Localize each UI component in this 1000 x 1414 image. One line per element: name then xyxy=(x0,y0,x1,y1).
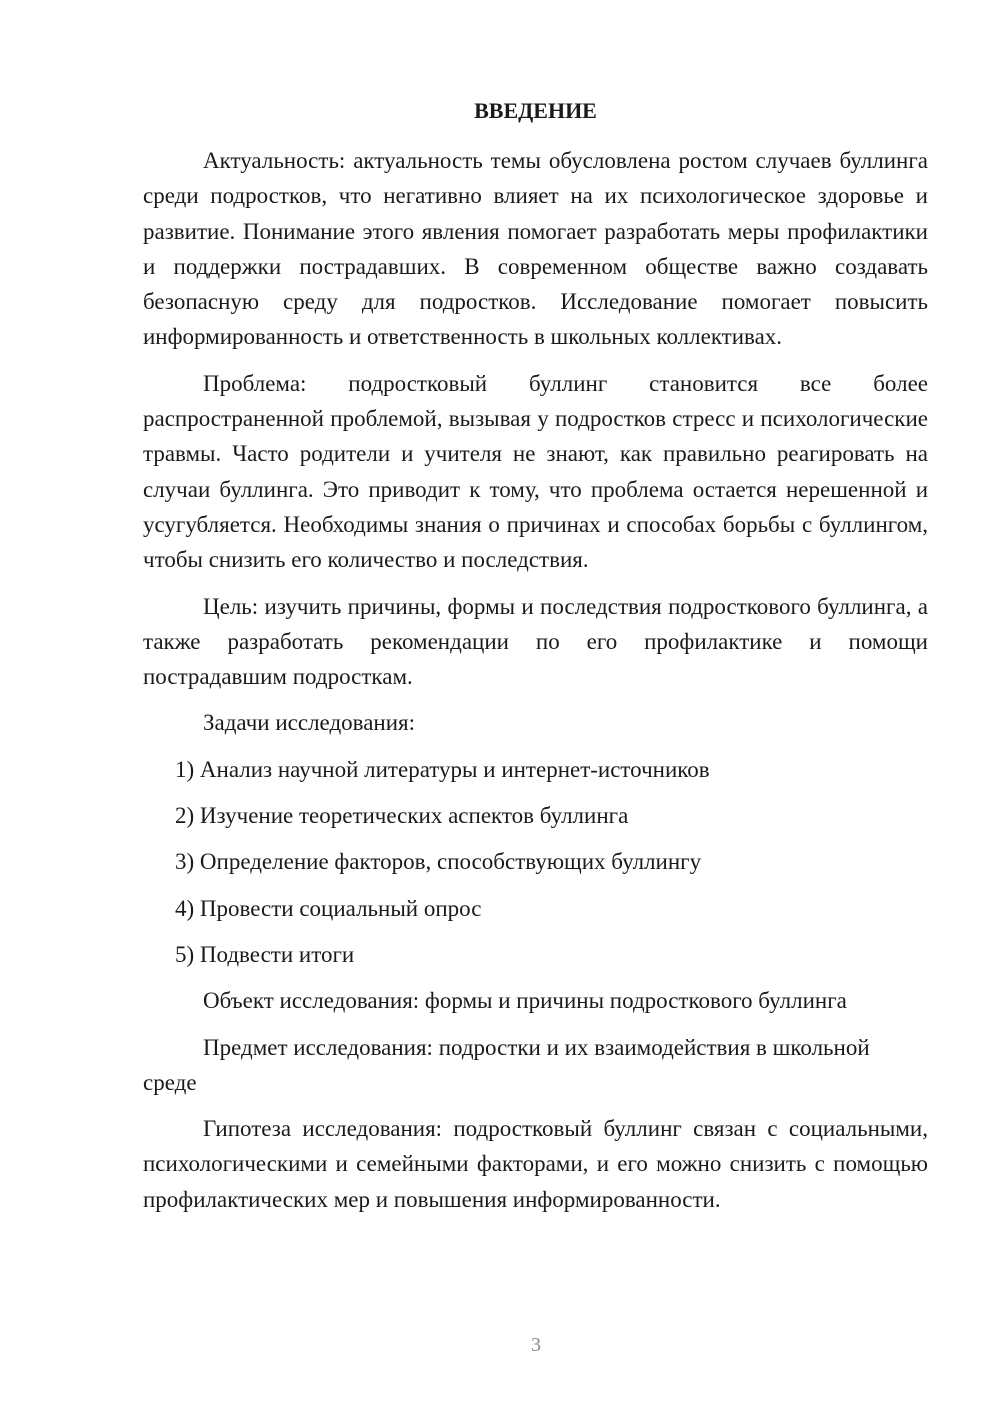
paragraph-object: Объект исследования: формы и причины подросткового буллинга xyxy=(203,988,847,1014)
paragraph-goal: Цель: изучить причины, формы и последствия подросткового буллинга, а также разработать рекомендации по его профилактике и помощи пострадавшим подросткам. xyxy=(143,593,928,690)
paragraph-relevance: Актуальность: актуальность темы обусловлена ростом случаев буллинга среди подростков, что негативно влияет на их психологическое здоровье и развитие. Понимание этого явления помогает разработать меры профилактики и поддержки пострадавших. В современном обществе важно создавать безопасную среду для подростков. Исследование помогает повысить информированность и ответственность в школьных коллективах. xyxy=(143,148,928,350)
list-item: 5) Подвести итоги xyxy=(175,941,355,967)
list-item: 1) Анализ научной литературы и интернет-источников xyxy=(175,756,710,782)
body-text xyxy=(143,143,928,1228)
list-item: 3) Определение факторов, способствующих буллингу xyxy=(175,849,702,875)
section-title: ВВЕДЕНИЕ xyxy=(474,98,597,123)
list-item: 4) Провести социальный опрос xyxy=(175,895,482,921)
page-number: 3 xyxy=(531,1334,541,1356)
tasks-heading: Задачи исследования: xyxy=(203,710,416,736)
paragraph-problem: Проблема: подростковый буллинг становится все более распространенной проблемой, вызывая у подростков стресс и психологические травмы. Часто родители и учителя не знают, как правильно реагировать на случаи буллинга. Это приводит к тому, что проблема остается нерешенной и усугубляется. Необходимы знания о причинах и способах борьбы с буллингом, чтобы снизить его количество и последствия. xyxy=(143,370,928,573)
list-item: 2) Изучение теоретических аспектов буллинга xyxy=(175,803,629,829)
paragraph-hypothesis: Гипотеза исследования: подростковый буллинг связан с социальными, психологическими и семейными факторами, и его можно снизить с помощью профилактических мер и повышения информированности. xyxy=(143,1116,928,1212)
paragraph-subject: Предмет исследования: подростки и их взаимодействия в школьной среде xyxy=(143,1034,870,1095)
